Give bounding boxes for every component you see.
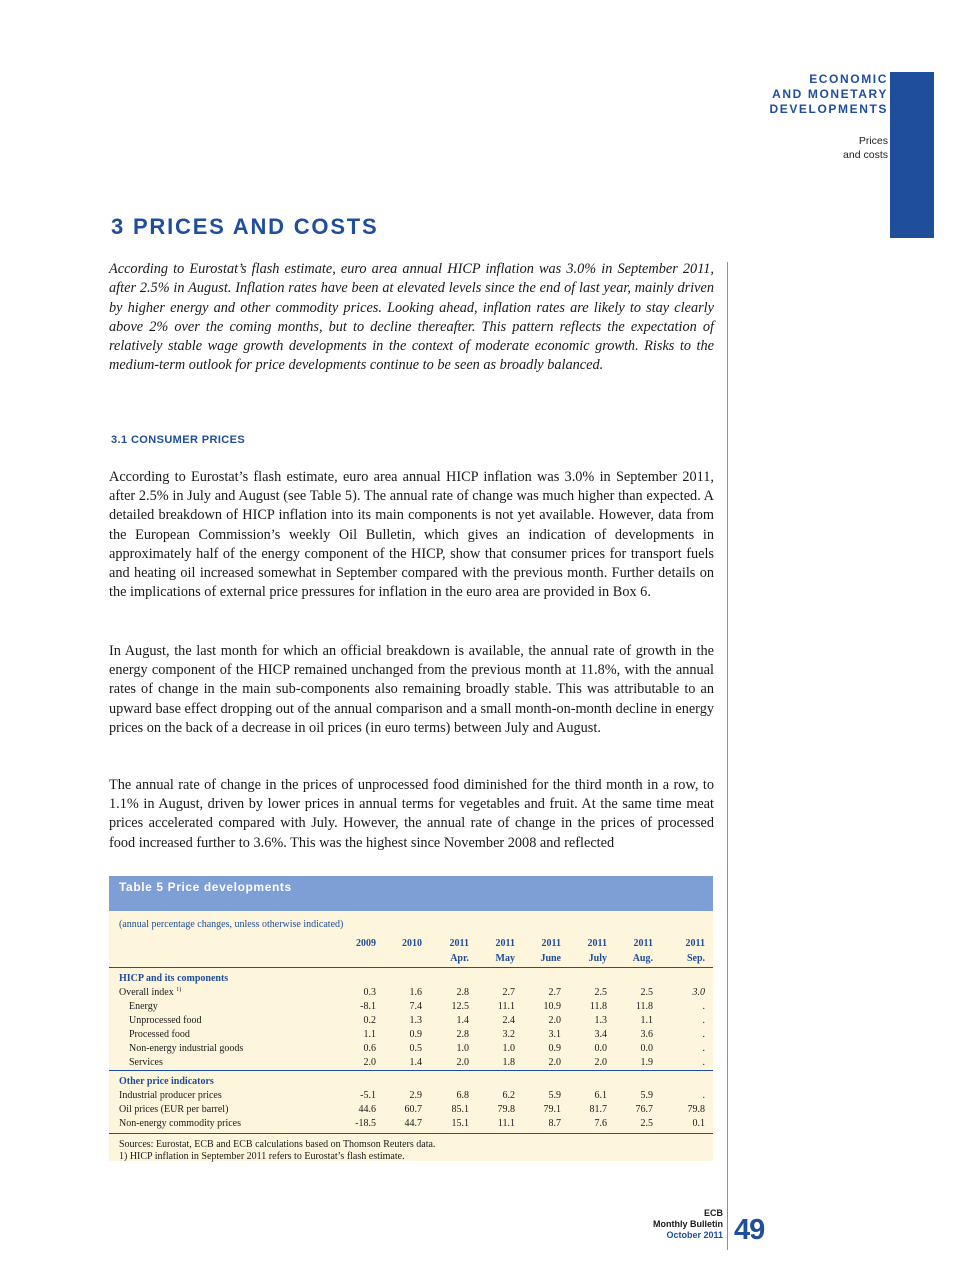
table-cell: -5.1	[360, 1090, 376, 1101]
table-cell: 7.6	[569, 1117, 615, 1134]
subsection-heading: 3.1 CONSUMER PRICES	[111, 434, 246, 446]
table-footnote: 1) HICP inflation in September 2011 refers to Eurostat’s flash estimate.	[119, 1151, 405, 1162]
table-cell: 2.0	[363, 1057, 376, 1068]
table-row	[109, 1089, 713, 1103]
table-cell: 3.4	[594, 1029, 607, 1040]
page-number: 49	[734, 1214, 765, 1246]
section-subtitle	[769, 134, 888, 162]
header-row-year	[109, 936, 713, 951]
row-label: Industrial producer prices	[119, 1090, 222, 1101]
table-cell: 3.0	[692, 987, 705, 998]
table-row	[109, 1056, 713, 1071]
table-cell: 3.1	[548, 1029, 561, 1040]
table-cell: 11.1	[477, 1117, 523, 1134]
column-header: May	[477, 951, 523, 968]
table-cell: 1.6	[409, 987, 422, 998]
section-title-line: ECONOMIC	[809, 72, 888, 86]
table-cell: 2.7	[548, 987, 561, 998]
table-cell: 2.8	[456, 1029, 469, 1040]
table-cell: 15.1	[430, 1117, 477, 1134]
table-title: Table 5 Price developments	[109, 876, 713, 911]
row-label: Non-energy industrial goods	[129, 1043, 244, 1054]
section-subtitle-line: and costs	[843, 149, 888, 161]
table-row	[109, 1103, 713, 1117]
table-cell: 2.5	[640, 987, 653, 998]
table-cell: 6.2	[502, 1090, 515, 1101]
table-cell: 1.3	[409, 1015, 422, 1026]
table-cell: 79.8	[497, 1104, 515, 1115]
chapter-title: 3 PRICES AND COSTS	[111, 214, 379, 239]
table-cell: 2.0	[548, 1015, 561, 1026]
table-cell: 2.5	[615, 1117, 661, 1134]
table-cell: 44.6	[358, 1104, 376, 1115]
chapter-intro: According to Eurostat’s flash estimate, euro area annual HICP inflation was 3.0% in September 2011, after 2.5% in August. Inflation rates have been at elevated levels since the end of last year, mainly driven by higher energy and other commodity prices. Looking ahead, inflation rates are likely to stay clearly above 2% over the coming months, but to decline thereafter. This pattern reflects the expectation of relatively stable wage growth developments in the context of moderate economic growth. Risks to the medium-term outlook for price developments continue to be seen as broadly balanced.	[109, 261, 714, 374]
column-header: Sep.	[661, 951, 713, 968]
table-cell: 85.1	[451, 1104, 469, 1115]
table-group-row	[109, 968, 713, 987]
table-row	[109, 1117, 713, 1134]
row-label: Services	[129, 1057, 163, 1068]
row-label: Unprocessed food	[129, 1015, 202, 1026]
table-cell: 2.7	[502, 987, 515, 998]
section-tab-marker	[890, 72, 934, 238]
group-label: Other price indicators	[109, 1071, 713, 1090]
table-cell: 1.0	[456, 1043, 469, 1054]
section-subtitle-line: Prices	[858, 135, 888, 147]
table-cell: 44.7	[384, 1117, 430, 1134]
section-title-line: AND MONETARY	[772, 87, 888, 101]
table-cell: .	[702, 1090, 705, 1101]
table-cell: 1.4	[409, 1057, 422, 1068]
table-cell: -8.1	[360, 1001, 376, 1012]
section-title	[769, 72, 888, 117]
table-cell: 1.9	[640, 1057, 653, 1068]
table-cell: 3.2	[502, 1029, 515, 1040]
column-header: Apr.	[430, 951, 477, 968]
column-header: 2011	[685, 937, 705, 949]
table-cell: 1.4	[456, 1015, 469, 1026]
table-cell: 7.4	[409, 1001, 422, 1012]
table-row	[109, 1000, 713, 1014]
table-cell: 8.7	[523, 1117, 569, 1134]
table-cell: 0.6	[363, 1043, 376, 1054]
column-header: July	[569, 951, 615, 968]
column-header: 2011	[449, 937, 469, 949]
table-cell: 2.9	[409, 1090, 422, 1101]
table-row	[109, 1014, 713, 1028]
table-cell: 2.5	[594, 987, 607, 998]
table-row	[109, 1028, 713, 1042]
body-paragraph: According to Eurostat’s flash estimate, euro area annual HICP inflation was 3.0% in September 2011, after 2.5% in July and August (see Table 5). The annual rate of change was much higher than expected. A detailed breakdown of HICP inflation into its main components is not yet available. However, data from the European Commission’s weekly Oil Bulletin, which gives an indication of developments in approximately half of the energy component of the HICP, show that consumer prices for transport fuels and heating oil increased somewhat in September compared with the previous month. Further details on the implications of external price pressures for inflation in the euro area are provided in Box 6.	[109, 469, 714, 601]
table-cell: 0.5	[409, 1043, 422, 1054]
table-cell: 0.3	[363, 987, 376, 998]
table-cell: 0.9	[548, 1043, 561, 1054]
table-cell: 1.1	[640, 1015, 653, 1026]
row-label: Non-energy commodity prices	[109, 1117, 337, 1134]
group-label: HICP and its components	[119, 973, 229, 984]
table-cell: 11.1	[497, 1001, 515, 1012]
sources-note: Sources: Eurostat, ECB and ECB calculations based on Thomson Reuters data.	[119, 1139, 436, 1150]
table-cell: .	[702, 1043, 705, 1054]
body-paragraph: In August, the last month for which an official breakdown is available, the annual rate of growth in the energy component of the HICP remained unchanged from the previous month at 11.8%, with the annual rates of change in the main sub-components also remaining broadly stable. This was attributable to an upward base effect dropping out of the annual comparison and a small month-on-month decline in energy prices on the back of a decrease in oil prices (in euro terms) between July and August.	[109, 643, 714, 736]
price-developments-table	[109, 876, 713, 1161]
column-header: 2011	[633, 937, 653, 949]
row-label: Overall index $^{1)}$	[119, 987, 182, 998]
table-cell: 2.0	[594, 1057, 607, 1068]
footer-org: ECB	[703, 1208, 723, 1218]
table-cell: 10.9	[543, 1001, 561, 1012]
header-row-month	[109, 951, 713, 968]
table-cell: 79.8	[687, 1104, 705, 1115]
column-header	[384, 951, 430, 968]
table-sources	[109, 1134, 713, 1163]
column-header: 2010	[402, 937, 422, 949]
table-cell: 81.7	[589, 1104, 607, 1115]
table-cell: 0.0	[640, 1043, 653, 1054]
table-cell: 6.8	[456, 1090, 469, 1101]
table-cell: 1.1	[363, 1029, 376, 1040]
table-cell: 1.8	[502, 1057, 515, 1068]
column-header: 2009	[356, 937, 376, 949]
footer-publication: Monthly Bulletin	[653, 1219, 723, 1229]
table-group-row	[109, 1071, 713, 1090]
table-row	[109, 1042, 713, 1056]
body-paragraph: The annual rate of change in the prices of unprocessed food diminished for the third month in a row, to 1.1% in August, driven by lower prices in annual terms for vegetables and fruit. At the same time meat prices accelerated compared with July. However, the annual rate of change in the prices of processed food increased further to 3.6%. This was the highest since November 2008 and reflected	[109, 777, 714, 851]
table-row	[109, 986, 713, 1000]
table-unit-note: (annual percentage changes, unless otherwise indicated)	[119, 919, 344, 930]
table-cell: 1.3	[594, 1015, 607, 1026]
table-cell: 11.8	[635, 1001, 653, 1012]
column-header: 2011	[587, 937, 607, 949]
footer-issue: October 2011	[666, 1230, 723, 1240]
table-cell: 5.9	[640, 1090, 653, 1101]
table-cell: 1.0	[502, 1043, 515, 1054]
table-cell: 5.9	[548, 1090, 561, 1101]
table-cell: 0.9	[409, 1029, 422, 1040]
table-cell: 6.1	[594, 1090, 607, 1101]
table-cell: 3.6	[640, 1029, 653, 1040]
column-header: 2011	[541, 937, 561, 949]
table-cell: 2.0	[456, 1057, 469, 1068]
table-cell: 0.2	[363, 1015, 376, 1026]
table-cell: .	[702, 1029, 705, 1040]
section-header	[769, 72, 888, 162]
table-cell: 11.8	[589, 1001, 607, 1012]
table-cell: 0.0	[594, 1043, 607, 1054]
row-label: Oil prices (EUR per barrel)	[119, 1104, 229, 1115]
table-cell: 2.8	[456, 987, 469, 998]
table-cell: .	[702, 1057, 705, 1068]
table-cell: -18.5	[337, 1117, 384, 1134]
row-label: Processed food	[129, 1029, 190, 1040]
table-cell: 2.0	[548, 1057, 561, 1068]
column-header: June	[523, 951, 569, 968]
margin-rule	[727, 262, 728, 1250]
table-cell: 79.1	[543, 1104, 561, 1115]
table-cell: .	[702, 1015, 705, 1026]
column-header: 2011	[495, 937, 515, 949]
table-cell: 2.4	[502, 1015, 515, 1026]
table-cell: 76.7	[635, 1104, 653, 1115]
data-table	[109, 936, 713, 1134]
table-cell: .	[702, 1001, 705, 1012]
table-cell: 12.5	[451, 1001, 469, 1012]
section-title-line: DEVELOPMENTS	[769, 102, 888, 116]
page-footer	[653, 1208, 723, 1241]
table-cell: 0.1	[661, 1117, 713, 1134]
column-header: Aug.	[615, 951, 661, 968]
column-header	[337, 951, 384, 968]
table-cell: 60.7	[404, 1104, 422, 1115]
row-label: Energy	[129, 1001, 158, 1012]
